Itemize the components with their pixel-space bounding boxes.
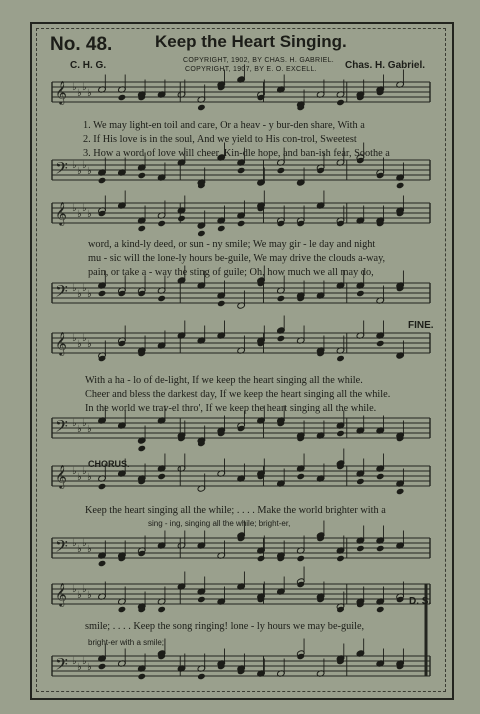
flat-sign: ♭ [82,466,87,477]
note-head [98,663,107,670]
note-head [296,555,305,562]
flat-sign: ♭ [77,544,82,555]
flat-sign: ♭ [87,209,92,220]
bass-clef: 𝄢 [55,281,68,305]
treble-clef: 𝄞 [55,201,67,225]
flat-sign: ♭ [77,662,82,673]
flat-sign: ♭ [87,339,92,350]
note-head [137,673,146,680]
flat-sign: ♭ [82,82,87,93]
note-head [396,182,405,189]
ds-marking: D. S. [409,596,432,607]
note-head [237,220,246,227]
note-head [376,473,385,480]
verse-2-line-a: 2. If His love is in the soul, And we yield to His con-trol, Sweetest [83,134,357,145]
flat-sign: ♭ [72,82,77,93]
note-head [336,430,345,437]
flat-sign: ♭ [82,160,87,171]
flat-sign: ♭ [77,472,82,483]
flat-sign: ♭ [82,203,87,214]
note-head [98,483,107,490]
note-head [98,290,107,297]
note-head [336,555,345,562]
flat-sign: ♭ [82,656,87,667]
copyright-line-1: COPYRIGHT, 1902, BY CHAS. H. GABRIEL. [183,57,335,64]
note-head [376,340,385,347]
flat-sign: ♭ [72,584,77,595]
treble-clef: 𝄞 [55,80,67,104]
flat-sign: ♭ [77,166,82,177]
flat-sign: ♭ [77,209,82,220]
fine-marking: FINE. [408,320,434,331]
verse-3-line-c: In the world we trav-el thro', If we keep the heart singing all the while. [85,403,377,414]
copyright-line-2: COPYRIGHT, 1907, BY E. O. EXCELL. [185,66,317,73]
flat-sign: ♭ [77,590,82,601]
note-head [296,473,305,480]
note-head [197,673,206,680]
note-head [197,596,206,603]
flat-sign: ♭ [72,466,77,477]
note-head [118,94,127,101]
flat-sign: ♭ [87,166,92,177]
bass-clef: 𝄢 [55,536,68,560]
flat-sign: ♭ [82,333,87,344]
flat-sign: ♭ [72,160,77,171]
treble-clef: 𝄞 [55,464,67,488]
flat-sign: ♭ [72,203,77,214]
verse-2-line-b: mu - sic will the lone-ly hours be-guile, We may drive the clouds a-way, [88,253,386,264]
note-head [277,295,286,302]
flat-sign: ♭ [82,283,87,294]
composer-name: Chas. H. Gabriel. [345,60,426,71]
note-head [356,290,365,297]
chorus-line-1: Keep the heart singing all the while; . . . . Make the world brighter with a [85,505,386,516]
note-head [137,445,146,452]
flat-sign: ♭ [77,289,82,300]
note-head [217,225,226,232]
flat-sign: ♭ [72,418,77,429]
note-head [277,167,286,174]
verse-1-line-a: 1. We may light-en toil and care, Or a heav - y bur-den share, With a [83,120,365,131]
note-head [137,172,146,179]
treble-clef: 𝄞 [55,331,67,355]
note-head [356,545,365,552]
note-head [396,488,405,495]
note-head [217,300,226,307]
bass-clef: 𝄢 [55,654,68,678]
hymn-number: No. 48. [50,34,113,55]
flat-sign: ♭ [72,656,77,667]
note-head [137,225,146,232]
flat-sign: ♭ [87,544,92,555]
flat-sign: ♭ [72,283,77,294]
flat-sign: ♭ [87,289,92,300]
hymn-title: Keep the Heart Singing. [155,32,347,51]
note-head [197,230,206,237]
note-head [336,99,345,106]
flat-sign: ♭ [82,418,87,429]
note-head [177,215,186,222]
flat-sign: ♭ [72,538,77,549]
note-head [157,295,166,302]
verse-block-2 [88,238,385,280]
flat-sign: ♭ [77,339,82,350]
chorus-alto-line-1: sing - ing, singing all the while; bright-er, [148,519,291,528]
flat-sign: ♭ [87,472,92,483]
flat-sign: ♭ [82,538,87,549]
note-head [157,473,166,480]
note-head [336,355,345,362]
verse-3-line-b: pain, or take a - way the sting of guile; Oh, how much we all may do, [88,267,374,278]
verse-1-line-b: word, a kind-ly deed, or sun - ny smile; We may gir - le day and night [88,239,376,250]
note-head [98,177,107,184]
flat-sign: ♭ [87,88,92,99]
flat-sign: ♭ [87,590,92,601]
flat-sign: ♭ [72,333,77,344]
note-head [277,335,286,342]
note-head [376,545,385,552]
note-head [98,560,107,567]
note-head [237,167,246,174]
bass-clef: 𝄢 [55,416,68,440]
note-head [356,478,365,485]
bass-clef: 𝄢 [55,158,68,182]
note-head [376,606,385,613]
note-head [157,220,166,227]
verse-block-1 [83,119,390,161]
note-head [118,606,127,613]
chorus-alto-line-2: bright-er with a smile; [88,638,165,647]
note-head [157,606,166,613]
verse-3-line-a: 3. How a word of love will cheer, Kin-dle hope, and ban-ish fear, Soothe a [83,148,390,159]
flat-sign: ♭ [82,584,87,595]
flat-sign: ♭ [87,424,92,435]
chorus-label: CHORUS. [88,459,130,469]
chorus-line-2: smile; . . . . Keep the song ringing! lone - ly hours we may be-guile, [85,621,365,632]
verse-block-3 [85,374,390,416]
treble-clef: 𝄞 [55,582,67,606]
flat-sign: ♭ [77,88,82,99]
verse-2-line-c: Cheer and bless the darkest day, If we keep the heart singing all the while. [85,389,391,400]
flat-sign: ♭ [87,662,92,673]
note-head [197,104,206,111]
flat-sign: ♭ [77,424,82,435]
verse-1-line-c: With a ha - lo of de-light, If we keep the heart singing all the while. [85,375,363,386]
lyricist-initials: C. H. G. [70,60,107,71]
